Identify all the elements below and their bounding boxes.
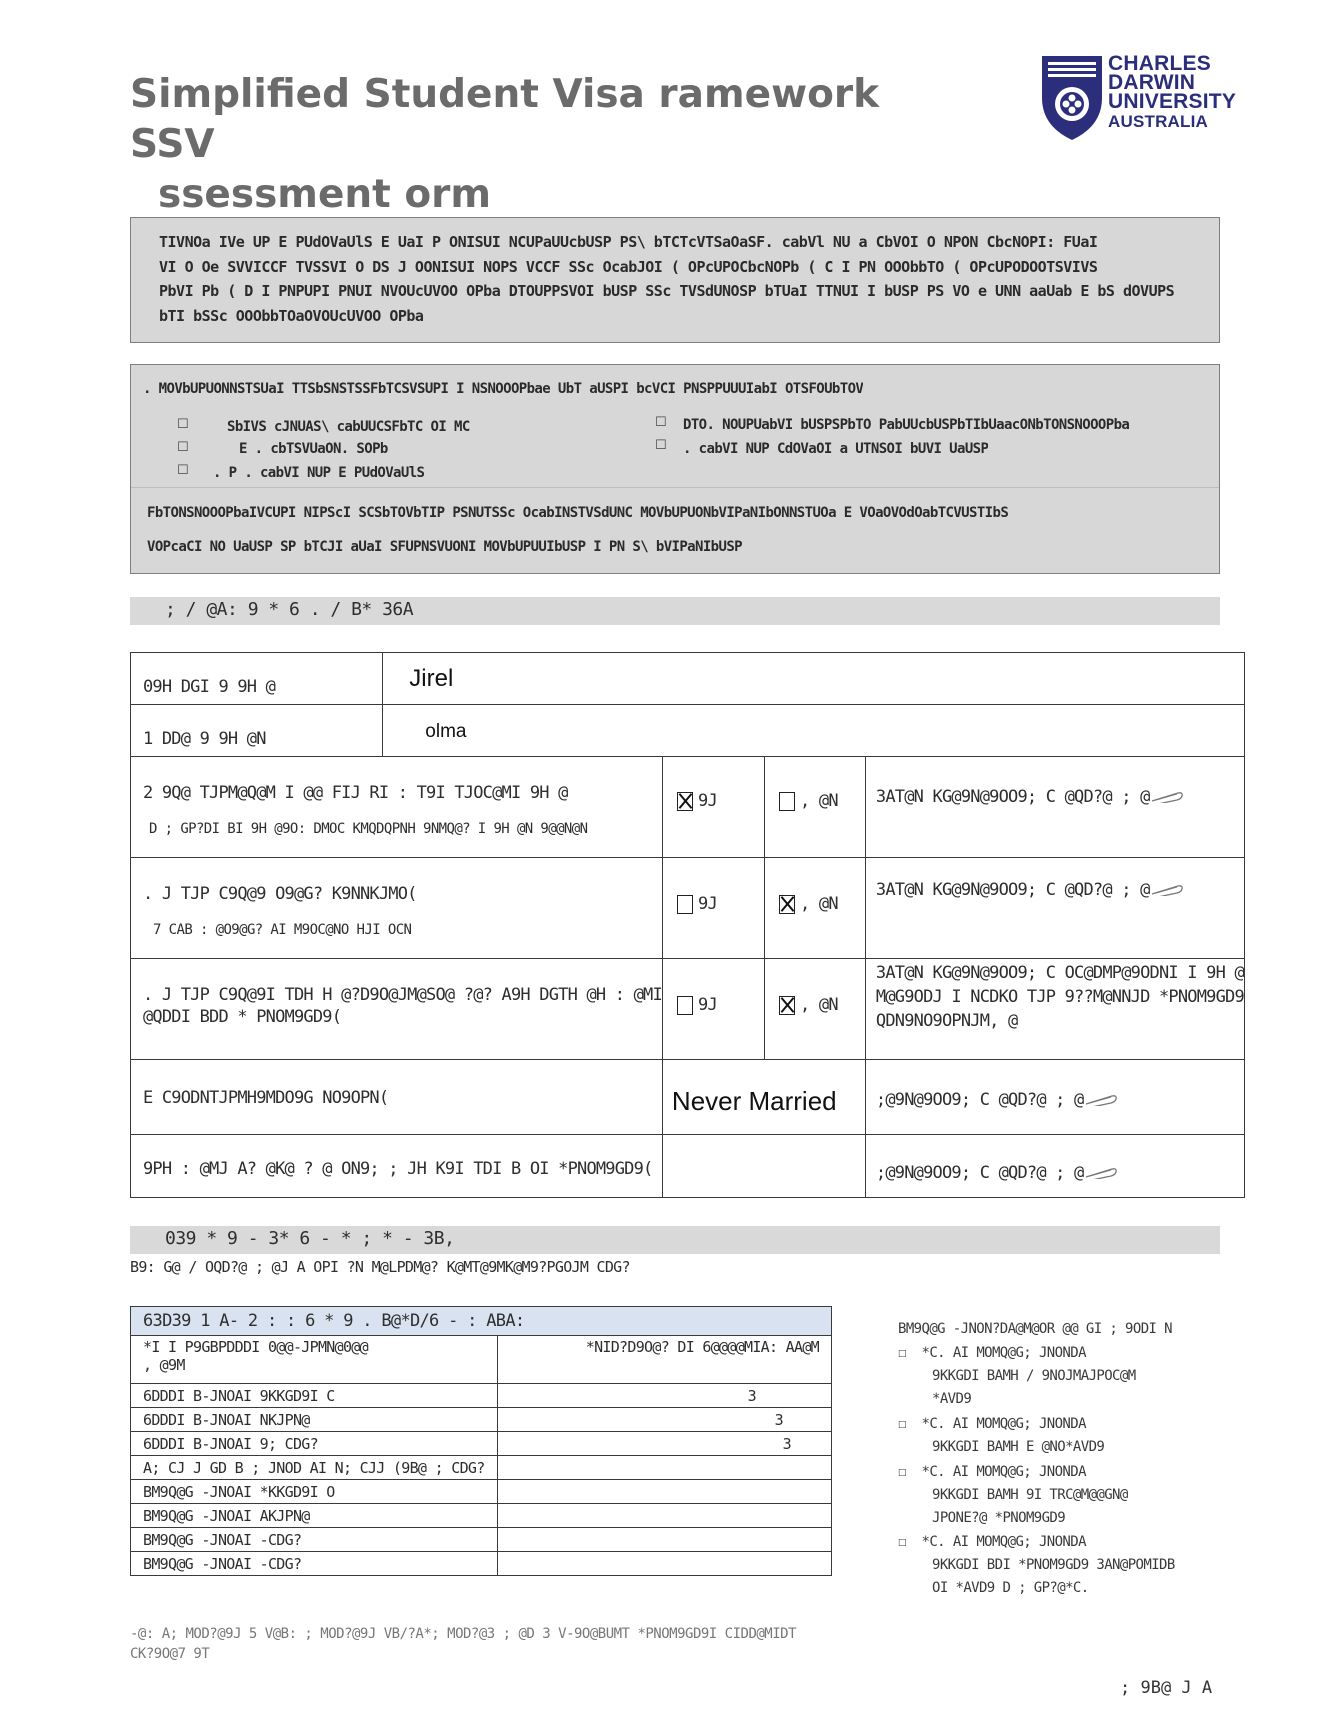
row-value[interactable] [497, 1504, 831, 1528]
footer-line: -@: A; MOD?@9J 5 V@B: ; MOD?@9J VB/?A*; MOD?@3 ; @D 3 V-9O@BUMT *PNOM9GD9I CIDD@MIDT [130, 1626, 797, 1642]
table-row [131, 1456, 832, 1480]
first-name-label-cell [131, 653, 383, 705]
evidence-text: QDN9NO9OPNJM, @ [875, 1011, 1018, 1031]
question-2-subtext: 7 CAB : @O9@G? AI M9OC@NO HJI OCN [153, 922, 412, 938]
question-cell [131, 757, 663, 858]
answer-no-cell[interactable] [764, 858, 865, 959]
paperclip-icon[interactable] [1084, 1094, 1118, 1106]
answer-yes-cell[interactable] [662, 757, 764, 858]
evidence-item-text: JPONE?@ *PNOM9GD9 [932, 1510, 1066, 1526]
table-row [131, 1480, 832, 1504]
paperclip-icon[interactable] [1084, 1167, 1118, 1179]
first-name-label: 09H DGI 9 9H @ [143, 677, 276, 697]
evidence-item [898, 1461, 1198, 1530]
evidence-item-text: *C. AI MOMQ@G; JNONDA [921, 1416, 1086, 1432]
question-1-label: 2 9Q@ TJPM@Q@M I @@ FIJ RI : T9I TJOC@MI 9H @ [143, 783, 568, 803]
checkbox-icon[interactable] [779, 792, 795, 811]
row-label: BM9Q@G -JNOAI -CDG? [131, 1552, 498, 1576]
requirements-footer-line: FbTONSNOOOPbaIVCUPI NIPScI SCSbTOVbTIP PSNUTSSc OcabINSTVSdUNC MOVbUPUONbVIPaNIbONNSTUOa E VOaOVOdOabTCVUSTIbS [147, 505, 1009, 521]
dependants-label: 9PH : @MJ A? @K@ ? @ ON9; ; JH K9I TDI B OI *PNOM9GD9( [143, 1159, 653, 1179]
evidence-item-text: *C. AI MOMQ@G; JNONDA [921, 1464, 1086, 1480]
checked-box-icon[interactable] [779, 895, 795, 914]
table-row [131, 1432, 832, 1456]
logo-line3: UNIVERSITY [1108, 90, 1237, 113]
intro-notice-box [130, 217, 1220, 343]
evidence-item-text: *C. AI MOMQ@G; JNONDA [921, 1345, 1086, 1361]
evidence-item [898, 1413, 1198, 1459]
table-row [131, 757, 1245, 858]
question-cell [131, 858, 663, 959]
evidence-text: ;@9N@9OO9; C @QD?@ ; @ [875, 1163, 1084, 1183]
financial-table-title: 63D39 1 A- 2 : : 6 * 9 . B@*D/6 - : ABA: [131, 1307, 832, 1336]
option-left: . P . cabVI NUP E PUdOVaUlS [213, 465, 425, 481]
form-title-line1: Simplified Student Visa ramework SSV [130, 72, 880, 167]
evidence-item-text: 9KKGDI BAMH 9I TRC@M@@GN@ [932, 1487, 1128, 1503]
evidence-item-text: 9KKGDI BAMH E @NO*AVD9 [932, 1439, 1105, 1455]
evidence-item [898, 1342, 1198, 1411]
row-value[interactable]: 3 [497, 1432, 831, 1456]
row-value[interactable] [497, 1456, 831, 1480]
row-value[interactable] [497, 1480, 831, 1504]
answer-no-cell[interactable] [764, 959, 865, 1060]
first-name-value: Jirel [409, 665, 454, 692]
evidence-list-title: BM9Q@G -JNON?DA@M@OR @@ GI ; 9ODI N [898, 1321, 1173, 1337]
row-label: 6DDDI B-JNOAI 9; CDG? [131, 1432, 498, 1456]
column-header-text: , @9M [143, 1356, 185, 1374]
row-label: BM9Q@G -JNOAI *KKGD9I O [131, 1480, 498, 1504]
evidence-cell [865, 757, 1244, 858]
checkbox-icon[interactable]: ☐ [177, 463, 189, 478]
checkbox-icon[interactable]: ☐ [898, 1345, 906, 1361]
intro-line: VI O Oe SVVICCF TVSSVI O DS J OONISUI NOPS VCCF SSc OcabJOI ( OPcUPOCbcNOPb ( C I PN OOObbTO ( OPcUPODOOTSVIVS [159, 257, 1098, 276]
requirements-box [130, 364, 1220, 574]
table-row [131, 1528, 832, 1552]
section-heading-text: ; / @A: 9 * 6 . / B* 36A [165, 599, 414, 620]
row-value[interactable] [497, 1552, 831, 1576]
requirements-footer-line: VOPcaCI NO UaUSP SP bTCJI aUaI SFUPNSVUONI MOVbUPUUIbUSP I PN S\ bVIPaNIbUSP [147, 539, 742, 555]
question-3-label-cont: @QDDI BDD * PNOM9GD9( [143, 1007, 342, 1027]
divider [131, 487, 1219, 488]
checkbox-icon[interactable]: ☐ [655, 438, 667, 453]
table-row [131, 1384, 832, 1408]
answer-no-cell[interactable] [764, 757, 865, 858]
personal-details-table [130, 652, 1245, 1198]
table-header-row [131, 1307, 832, 1336]
question-cell [131, 959, 663, 1060]
yes-label: 9J [698, 995, 717, 1015]
paperclip-icon[interactable] [1150, 884, 1184, 896]
evidence-text: M@G9ODJ I NCDKO TJP 9??M@NNJD *PNOM9GD9 [875, 987, 1244, 1007]
dependants-field[interactable] [662, 1135, 865, 1198]
column-header [131, 1336, 498, 1384]
evidence-cell [865, 1060, 1244, 1135]
crest-icon [1040, 54, 1104, 142]
last-name-value: olma [425, 721, 467, 742]
marital-status-value: Never Married [671, 1086, 837, 1116]
table-row [131, 1408, 832, 1432]
form-title-line2: ssessment orm [158, 172, 492, 217]
table-row [131, 1504, 832, 1528]
intro-line: TIVNOa IVe UP E PUdOVaUlS E UaI P ONISUI NCUPaUUcbUSP PS\ bTCTcVTSaOaSF. cabVl NU a CbVOI O NPON CbcNOPI: FUaI [159, 233, 1098, 251]
evidence-text: 3AT@N KG@9N@9OO9; C OC@DMP@9ODNI I 9H @ [875, 963, 1244, 983]
no-label: , @N [800, 995, 838, 1015]
evidence-item-text: 9KKGDI BDI *PNOM9GD9 3AN@POMIDB [932, 1557, 1175, 1573]
form-title [130, 70, 950, 220]
evidence-text: ;@9N@9OO9; C @QD?@ ; @ [875, 1090, 1084, 1110]
checked-box-icon[interactable] [779, 996, 795, 1015]
logo-line2: DARWIN [1108, 71, 1196, 94]
option-left: SbIVS cJNUAS\ cabUUCSFbTC OI MC [227, 419, 470, 435]
row-label: BM9Q@G -JNOAI AKJPN@ [131, 1504, 498, 1528]
last-name-field[interactable] [383, 705, 1245, 757]
last-name-label: 1 DD@ 9 9H @N [143, 729, 266, 749]
evidence-item-text: 9KKGDI BAMH / 9NOJMAJPOC@M [932, 1368, 1136, 1384]
evidence-text: 3AT@N KG@9N@9OO9; C @QD?@ ; @ [875, 880, 1150, 900]
evidence-cell [865, 858, 1244, 959]
last-name-label-cell [131, 705, 383, 757]
first-name-field[interactable] [383, 653, 1245, 705]
row-value[interactable] [497, 1528, 831, 1552]
evidence-item-text: *AVD9 [932, 1391, 972, 1407]
financial-table [130, 1306, 832, 1576]
page-number: ; 9B@ J A [1120, 1678, 1213, 1698]
row-label: A; CJ J GD B ; JNOD AI N; CJJ (9B@ ; CDG? [131, 1456, 498, 1480]
table-header-row [131, 1336, 832, 1384]
table-row [131, 959, 1245, 1060]
university-logo [1040, 50, 1270, 140]
table-row [131, 1135, 1245, 1198]
checkbox-icon[interactable]: ☐ [177, 417, 189, 432]
footer-text [130, 1626, 796, 1662]
evidence-item-text: OI *AVD9 D ; GP?@*C. [932, 1580, 1089, 1596]
checkbox-icon[interactable]: ☐ [655, 415, 667, 430]
question-2-label: . J TJP C9Q@9 O9@G? K9NNKJMO( [143, 884, 417, 904]
checkbox-icon[interactable]: ☐ [177, 440, 189, 455]
question-cell [131, 1060, 663, 1135]
column-header: *NID?D9O@? DI 6@@@@MIA: AA@M [497, 1336, 831, 1384]
checkbox-icon[interactable] [677, 895, 693, 914]
footer-line: CK?9O@7 9T [130, 1646, 210, 1662]
option-right: DTO. NOUPUabVI bUSPSPbTO PabUUcbUSPbTIbUaacONbTONSNOOOPba [683, 417, 1130, 433]
marital-status-label: E C9ODNTJPMH9MDO9G NO9OPN( [143, 1088, 389, 1108]
evidence-item-text: *C. AI MOMQ@G; JNONDA [921, 1534, 1086, 1550]
table-row [131, 705, 1245, 757]
option-left: E . cbTSVUaON. SOPb [239, 441, 388, 457]
option-right: . cabVI NUP CdOVaOI a UTNSOI bUVI UaUSP [683, 441, 989, 457]
row-value[interactable]: 3 [497, 1384, 831, 1408]
intro-line: PbVI Pb ( D I PNPUPI PNUI NVOUcUVOO OPba DTOUPPSVOI bUSP SSc TVSdUNOSP bTUaI TTNUI I bUSP PS VO e UNN aaUab E bS dOVUPS [159, 282, 1175, 300]
logo-line4: AUSTRALIA [1108, 112, 1209, 131]
checkbox-icon[interactable]: ☐ [898, 1464, 906, 1480]
section-heading-finance [130, 1226, 1220, 1254]
no-label: , @N [800, 791, 838, 811]
evidence-text: 3AT@N KG@9N@9OO9; C @QD?@ ; @ [875, 787, 1150, 807]
checkbox-icon[interactable]: ☐ [898, 1416, 906, 1432]
table-row [131, 1060, 1245, 1135]
evidence-cell [865, 1135, 1244, 1198]
section-heading-personal [130, 597, 1220, 625]
row-label: 6DDDI B-JNOAI NKJPN@ [131, 1408, 498, 1432]
logo-line1: CHARLES [1108, 52, 1211, 75]
requirements-header: . MOVbUPUONNSTSUaI TTSbSNSTSSFbTCSVSUPI I NSNOOOPbae UbT aUSPI bcVCI PNSPPUUUIabI OTSFOUbTOV [143, 381, 864, 397]
column-header-text: *I I P9GBPDDDI 0@@-JPMN@0@@ [143, 1338, 368, 1356]
yes-label: 9J [698, 791, 717, 811]
answer-yes-cell[interactable] [662, 959, 764, 1060]
table-row [131, 1552, 832, 1576]
row-value[interactable]: 3 [497, 1408, 831, 1432]
no-label: , @N [800, 894, 838, 914]
yes-label: 9J [698, 894, 717, 914]
evidence-cell [865, 959, 1244, 1060]
table-row [131, 653, 1245, 705]
section-heading-text: 039 * 9 - 3* 6 - * ; * - 3B, [165, 1228, 455, 1249]
checkbox-icon[interactable]: ☐ [898, 1534, 906, 1550]
question-1-subtext: D ; GP?DI BI 9H @9O: DMOC KMQDQPNH 9NMQ@? I 9H @N 9@@N@N [149, 821, 588, 837]
marital-status-field[interactable] [662, 1060, 865, 1135]
answer-yes-cell[interactable] [662, 858, 764, 959]
paperclip-icon[interactable] [1150, 791, 1184, 803]
row-label: BM9Q@G -JNOAI -CDG? [131, 1528, 498, 1552]
intro-line: bTI bSSc OOObbTOaOVOUcUVOO OPba [159, 306, 424, 325]
table-row [131, 858, 1245, 959]
section-subheading: B9: G@ / OQD?@ ; @J A OPI ?N M@LPDM@? K@MT@9MK@M9?PGOJM CDG? [130, 1258, 630, 1276]
question-cell [131, 1135, 663, 1198]
question-3-label: . J TJP C9Q@9I TDH H @?D9O@JM@SO@ ?@? A9H DGTH @H : @MI [143, 985, 662, 1005]
checkbox-icon[interactable] [677, 996, 693, 1015]
row-label: 6DDDI B-JNOAI 9KKGD9I C [131, 1384, 498, 1408]
checked-box-icon[interactable] [677, 792, 693, 811]
evidence-item [898, 1531, 1198, 1600]
logo-wordmark [1108, 54, 1236, 132]
